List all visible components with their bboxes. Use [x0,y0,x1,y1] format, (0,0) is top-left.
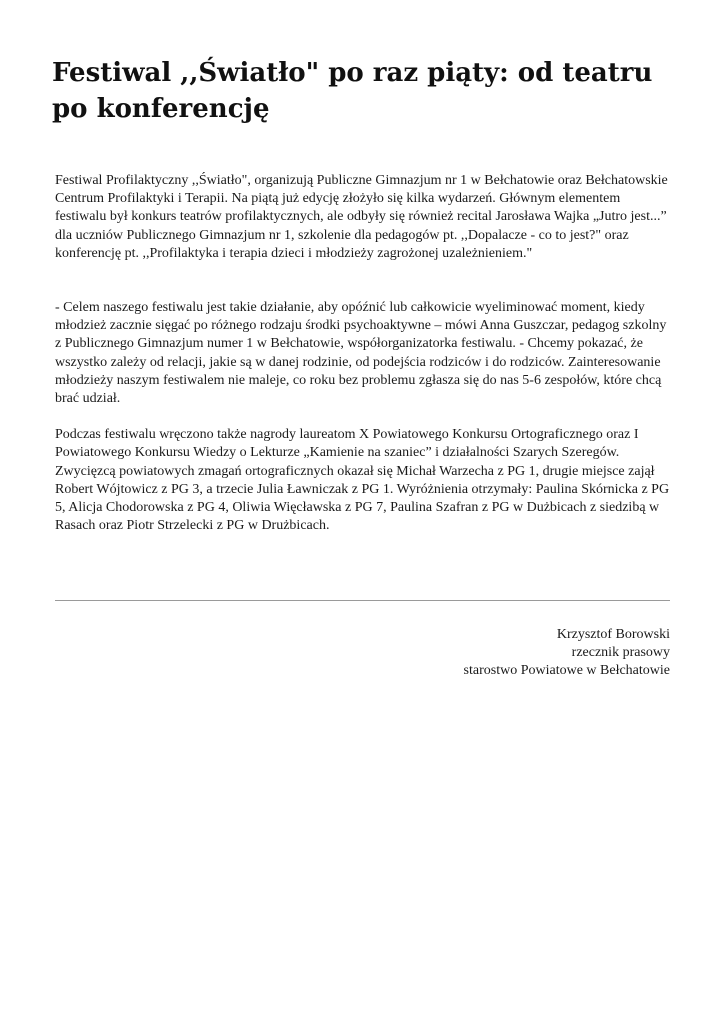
divider-line [55,600,670,601]
paragraph-intro: Festiwal Profilaktyczny ,,Światło", organizują Publiczne Gimnazjum nr 1 w Bełchatowie oraz Bełchatowskie Centrum Profilaktyki i Terapii. Na piątą już edycję złożyło się kilka wydarzeń. Głównym elementem festiwalu był konkurs teatrów profilaktycznych, ale odbyły się również recital Jarosława Wajka „Jutro jest...” dla uczniów Publicznego Gimnazjum nr 1, szkolenie dla pedagogów pt. ,,Dopalacze - co to jest?" oraz konferencję pt. ,,Profilaktyka i terapia dzieci i młodzieży zagrożonej uzależnieniem." [55,173,668,261]
signature-name: Krzysztof Borowski [556,627,670,642]
signature-organization: starostwo Powiatowe w Bełchatowie [463,663,670,678]
paragraph-quote: - Celem naszego festiwalu jest takie działanie, aby opóźnić lub całkowicie wyeliminować moment, kiedy młodzież zacznie sięgać po różnego rodzaju środki psychoaktywne – mówi Anna Guszczar, pedagog szkolny z Publicznego Gimnazjum numer 1 w Bełchatowie, współorganizatorka festiwalu. - Chcemy pokazać, że wszystko zależy od relacji, jakie są w danej rodzinie, od podejścia rodziców i do rodziców. Zainteresowanie młodzieży naszym festiwalem nie maleje, co roku bez problemu zgłasza się do nas 5-6 zespołów, które chcą brać udział. [55,300,667,407]
paragraph-awards: Podczas festiwalu wręczono także nagrody laureatom X Powiatowego Konkursu Ortograficznego oraz I Powiatowego Konkursu Wiedzy o Lekturze „Kamienie na szaniec” i działalności Szarych Szeregów. Zwycięzcą powiatowych zmagań ortograficznych okazał się Michał Warzecha z PG 1, drugie miejsce zajął Robert Wójtowicz z PG 3, a trzecie Julia Ławniczak z PG 1. Wyróżnienia otrzymały: Paulina Skórnicka z PG 5, Alicja Chodorowska z PG 4, Oliwia Więcławska z PG 7, Paulina Szafran z PG w Dużbicach z siedzibą w Rasach oraz Piotr Strzelecki z PG w Drużbicach. [55,427,670,534]
signature-role: rzecznik prasowy [571,645,670,660]
signature-block [270,626,670,680]
article-title: Festiwal ,,Światło" po raz piąty: od teatru po konferencję [52,58,653,124]
article-body [55,172,675,535]
